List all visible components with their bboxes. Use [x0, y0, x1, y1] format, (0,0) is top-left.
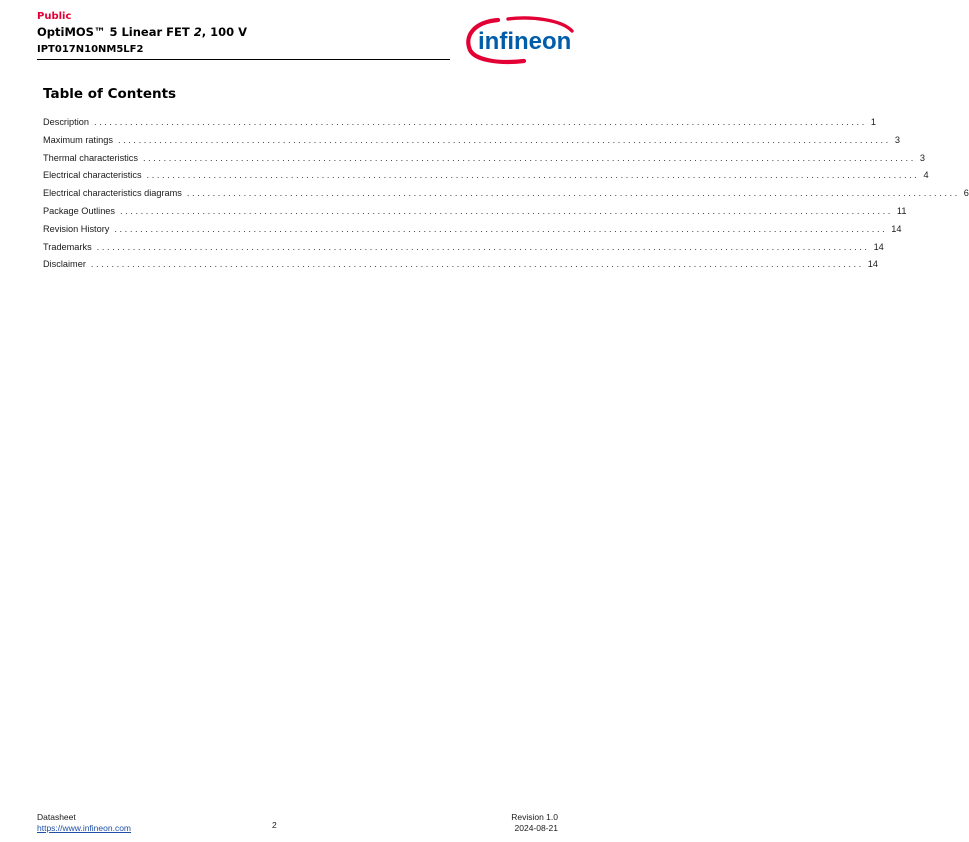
header-divider [37, 59, 450, 60]
toc-leader-dots: ...................................................................................................................................................... [146, 170, 920, 181]
toc-entry-page: 14 [873, 241, 884, 252]
toc-entry-page: 14 [891, 223, 902, 234]
toc-entry-page: 11 [896, 205, 907, 216]
title-suffix: , 100 V [201, 25, 248, 39]
toc-entry-page: 3 [919, 152, 925, 163]
toc-leader-dots: ...................................................................................................................................................... [120, 205, 893, 216]
toc-entry-page: 1 [870, 117, 876, 127]
toc-entry-label: Maximum ratings [43, 134, 113, 145]
toc-leader-dots: ...................................................................................................................................................... [96, 241, 870, 252]
toc-entry-label: Description [43, 117, 89, 127]
toc-entry-label: Electrical characteristics diagrams [43, 188, 182, 199]
toc-entry-label: Trademarks [43, 241, 92, 252]
footer-page-number: 2 [272, 820, 277, 830]
toc-entry-trademarks[interactable] [43, 241, 884, 260]
footer-revision: Revision 1.0 [511, 812, 558, 822]
toc-leader-dots: ...................................................................................................................................................... [142, 152, 916, 163]
toc-entry-revision-history[interactable] [43, 223, 902, 242]
toc-entry-maximum-ratings[interactable] [43, 134, 900, 153]
footer-right [511, 812, 558, 833]
toc-entry-label: Package Outlines [43, 205, 116, 216]
footer-doc-type: Datasheet [37, 812, 76, 822]
toc-entry-label: Electrical characteristics [43, 170, 142, 181]
title-italic: 2 [193, 25, 202, 39]
logo-wordmark: infineon [478, 28, 572, 55]
toc-entry-page: 6 [963, 188, 969, 199]
toc-entry-label: Revision History [43, 223, 110, 234]
footer-left [37, 812, 131, 833]
toc-entry-disclaimer[interactable] [43, 259, 879, 277]
part-number: IPT017N10NM5LF2 [37, 44, 144, 55]
footer-date: 2024-08-21 [514, 822, 558, 833]
footer-url-link[interactable]: https://www.infineon.com [37, 822, 132, 833]
toc-entry-label: Thermal characteristics [43, 152, 138, 163]
document-title [37, 25, 247, 39]
toc-leader-dots: ...................................................................................................................................................... [114, 223, 888, 234]
toc-entry-electrical-diagrams[interactable] [43, 188, 969, 206]
toc-entry-page: 4 [923, 170, 929, 181]
classification-label: Public [37, 11, 72, 22]
toc-entry-package-outlines[interactable] [43, 205, 907, 224]
title-prefix: OptiMOS™ 5 Linear FET [37, 25, 194, 39]
toc-entry-label: Disclaimer [43, 259, 86, 270]
toc-leader-dots: ...................................................................................................................................................... [117, 134, 891, 145]
toc-entry-page: 3 [894, 134, 900, 145]
table-of-contents [43, 117, 969, 277]
toc-entry-page: 14 [867, 259, 879, 270]
toc-entry-description[interactable] [43, 117, 876, 135]
infineon-logo [462, 14, 578, 66]
toc-leader-dots: ...................................................................................................................................................... [90, 259, 864, 270]
toc-heading: Table of Contents [43, 86, 177, 102]
toc-entry-electrical-characteristics[interactable] [43, 170, 929, 188]
toc-leader-dots: ...................................................................................................................................................... [186, 188, 960, 199]
toc-entry-thermal-characteristics[interactable] [43, 152, 925, 171]
toc-leader-dots: ...................................................................................................................................................... [93, 117, 867, 127]
